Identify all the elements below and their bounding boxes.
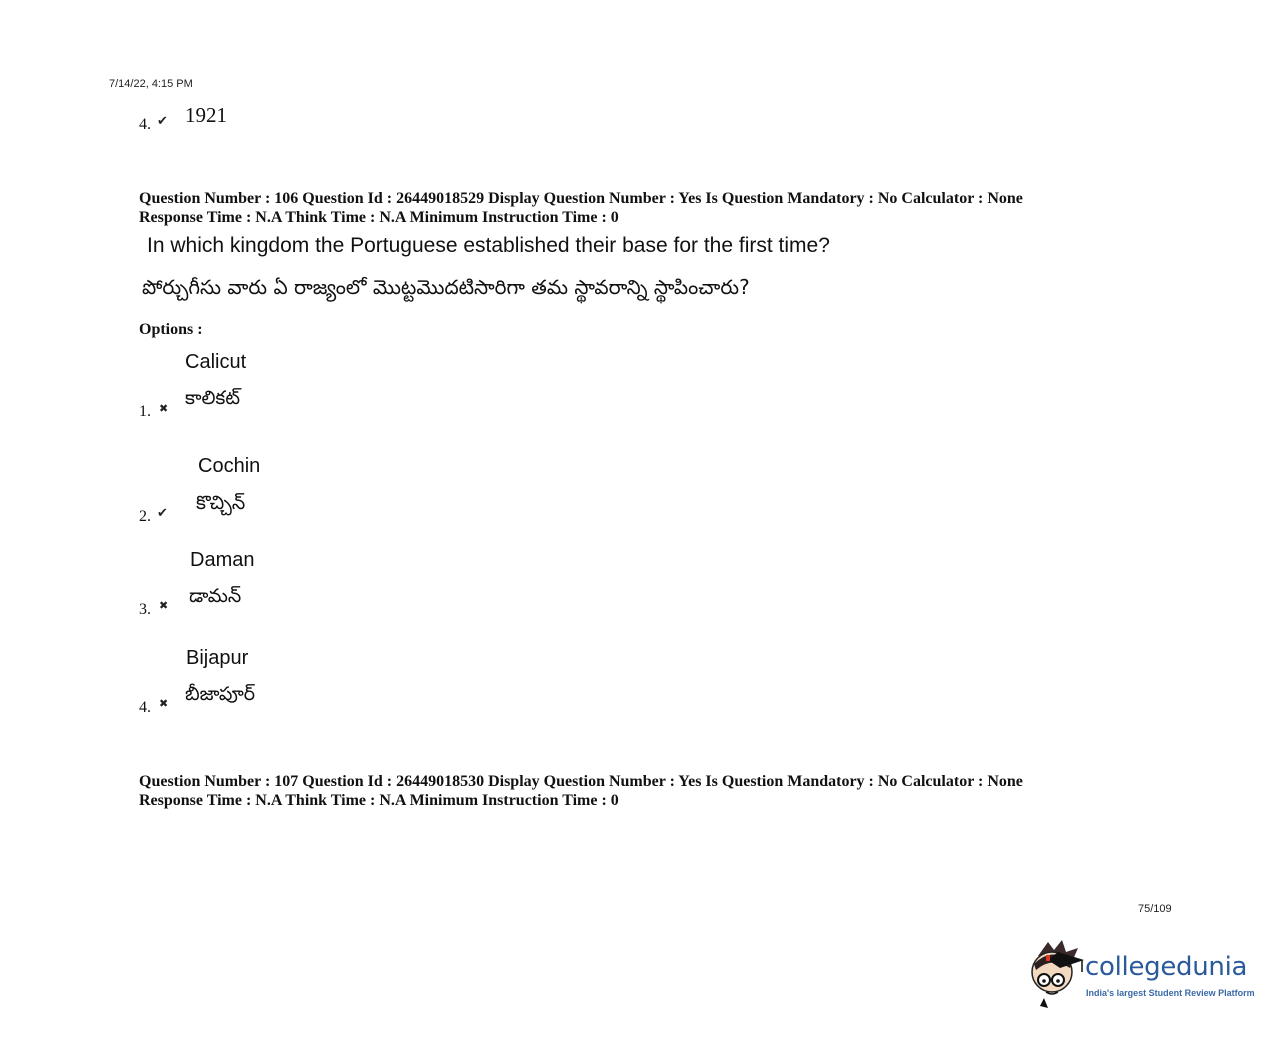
prev-option-number: 4. — [139, 116, 151, 133]
prev-option-text: 1921 — [185, 103, 227, 127]
brand-tagline: India's largest Student Review Platform — [1086, 988, 1255, 998]
option-4-text-te: బీజాపూర్ — [185, 683, 256, 705]
option-1-text-te: కాలికట్ — [185, 387, 240, 409]
print-timestamp: 7/14/22, 4:15 PM — [109, 78, 193, 90]
question-106-text-te: పోర్చుగీసు వారు ఏ రాజ్యంలో మొట్టమొదటిసారిగా తమ స్థావరాన్ని స్థాపించారు? — [142, 275, 750, 299]
option-4-number: 4. — [139, 699, 151, 716]
options-label: Options : — [139, 321, 203, 338]
page-number: 75/109 — [1138, 903, 1172, 915]
option-1-number: 1. — [139, 403, 151, 420]
check-icon: ✔ — [157, 506, 168, 521]
question-106-text-en: In which kingdom the Portuguese established their base for the first time? — [147, 234, 830, 257]
option-2-text-te: కొచ్చిన్ — [196, 492, 246, 514]
cross-icon: ✖ — [159, 599, 169, 612]
cross-icon: ✖ — [159, 697, 169, 710]
option-3-text-te: డామన్ — [189, 585, 242, 607]
option-2-text-en: Cochin — [198, 455, 261, 477]
question-107-meta-line2: Response Time : N.A Think Time : N.A Minimum Instruction Time : 0 — [139, 792, 619, 809]
cross-icon: ✖ — [159, 402, 169, 415]
option-4-text-en: Bijapur — [186, 647, 249, 669]
brand-name: collegedunia — [1085, 952, 1248, 982]
question-106-meta-line2: Response Time : N.A Think Time : N.A Minimum Instruction Time : 0 — [139, 209, 619, 226]
option-3-text-en: Daman — [190, 549, 255, 571]
question-107-meta-line1: Question Number : 107 Question Id : 26449018530 Display Question Number : Yes Is Question Mandatory : No Calculator : None — [139, 773, 1023, 790]
option-3-number: 3. — [139, 601, 151, 618]
option-2-number: 2. — [139, 508, 151, 525]
option-1-text-en: Calicut — [185, 351, 247, 373]
check-icon: ✔ — [157, 114, 168, 129]
question-106-meta-line1: Question Number : 106 Question Id : 26449018529 Display Question Number : Yes Is Question Mandatory : No Calculator : None — [139, 190, 1023, 207]
mascot-logo-icon — [1024, 938, 1086, 1010]
